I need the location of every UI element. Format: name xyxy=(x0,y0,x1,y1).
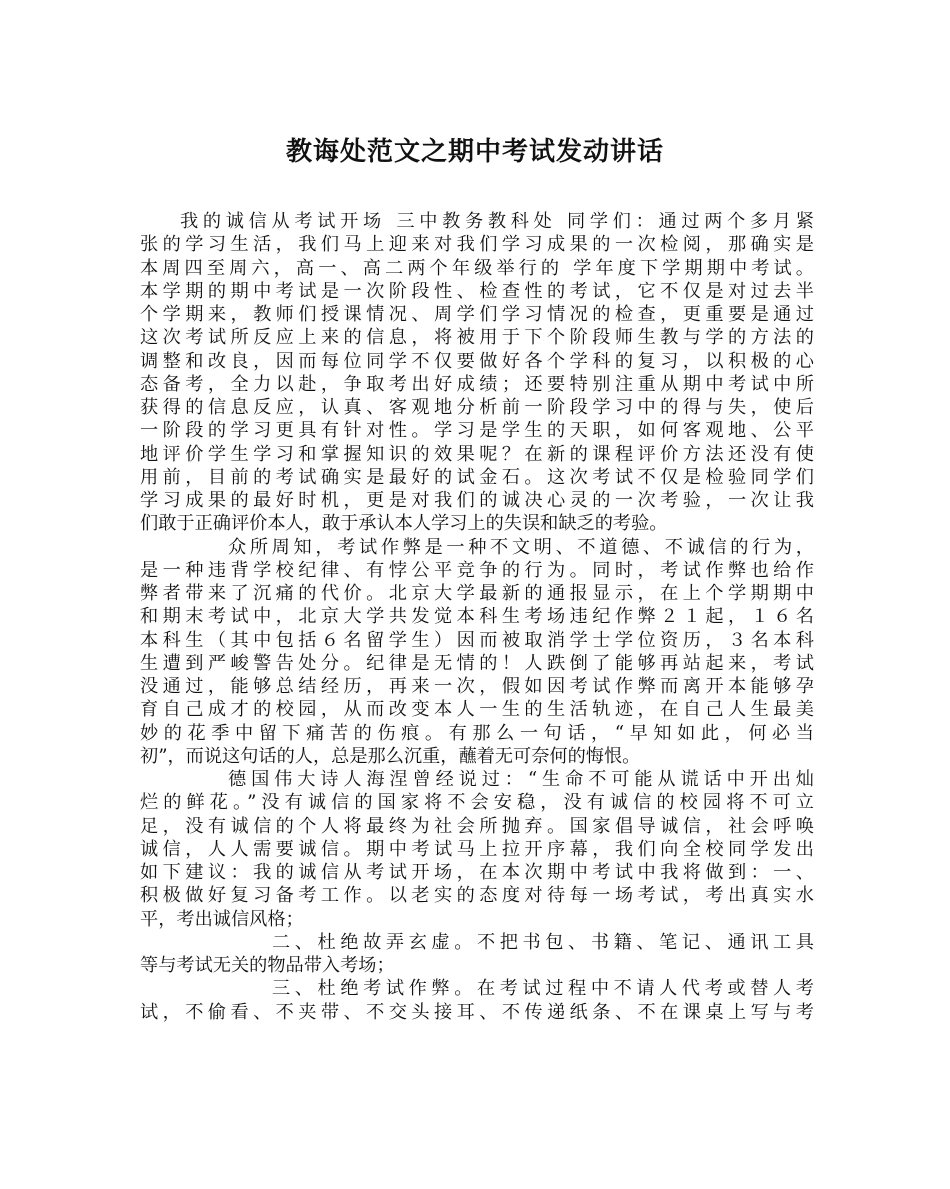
text-line: 如下建议：我的诚信从考试开场，在本次期中考试中我将做到：一、 xyxy=(140,862,814,883)
text-line: 我的诚信从考试开场 三中教务教科处 同学们：通过两个多月紧 xyxy=(180,211,814,232)
document-title: 教诲处范文之期中考试发动讲话 xyxy=(285,137,664,167)
text-line: 诚信，人人需要诚信。期中考试马上拉开序幕，我们向全校同学发出 xyxy=(140,838,814,860)
text-line: 妙的花季中留下痛苦的伤痕。有那么一句话，“早知如此，何必当 xyxy=(140,722,814,744)
text-line: 积极做好复习备考工作。以老实的态度对待每一场考试，考出真实水 xyxy=(140,885,814,907)
text-line: 三、杜绝考试作弊。在考试过程中不请人代考或替人考 xyxy=(272,978,814,1000)
text-line: 初”，而说这句话的人，总是那么沉重，蘸着无可奈何的悔恨。 xyxy=(140,745,641,767)
text-line: 个学期来，教师们授课情况、周学们学习情况的检查，更重要是通过 xyxy=(140,304,814,325)
text-line: 本周四至周六，高一、高二两个年级举行的 学年度下学期期中考试。 xyxy=(140,257,814,279)
text-line: 一阶段的学习更具有针对性。学习是学生的天职，如何客观地、公平 xyxy=(140,420,814,442)
text-line: 本学期的期中考试是一次阶段性、检查性的考试，它不仅是对过去半 xyxy=(140,280,814,302)
text-line: 德国伟大诗人海涅曾经说过：“生命不可能从谎话中开出灿 xyxy=(228,769,814,790)
text-line: 没通过，能够总结经历，再来一次，假如因考试作弊而离开本能够孕 xyxy=(140,676,814,697)
text-line: 等与考试无关的物品带入考场； xyxy=(140,955,395,976)
text-line: 生遭到严峻警告处分。纪律是无情的！人跌倒了能够再站起来，考试 xyxy=(140,652,814,674)
text-line: 试，不偷看、不夹带、不交头接耳、不传递纸条、不在课桌上写与考 xyxy=(140,1001,814,1023)
document-body xyxy=(140,210,814,1024)
text-line: 们敢于正确评价本人，敢于承认本人学习上的失误和缺乏的考验。 xyxy=(140,513,668,535)
text-line: 本科生（其中包括６名留学生）因而被取消学士学位资历，３名本科 xyxy=(140,629,814,651)
text-line: 获得的信息反应，认真、客观地分析前一阶段学习中的得与失，使后 xyxy=(140,397,814,418)
text-line: 调整和改良，因而每位同学不仅要做好各个学科的复习，以积极的心 xyxy=(140,350,814,372)
text-line: 二、杜绝故弄玄虚。不把书包、书籍、笔记、通讯工具 xyxy=(272,931,814,953)
text-line: 用前，目前的考试确实是最好的试金石。这次考试不仅是检验同学们 xyxy=(140,466,814,488)
text-line: 众所周知，考试作弊是一种不文明、不道德、不诚信的行为， xyxy=(228,536,814,558)
text-line: 态备考，全力以赴，争取考出好成绩；还要特别注重从期中考试中所 xyxy=(140,373,814,395)
text-line: 弊者带来了沉痛的代价。北京大学最新的通报显示，在上个学期期中 xyxy=(140,583,814,604)
text-line: 足，没有诚信的个人将最终为社会所抛弃。国家倡导诚信，社会呼唤 xyxy=(140,815,814,837)
text-line: 烂的鲜花。”没有诚信的国家将不会安稳，没有诚信的校园将不可立 xyxy=(140,792,814,814)
text-line: 这次考试所反应上来的信息，将被用于下个阶段师生教与学的方法的 xyxy=(140,327,814,349)
text-line: 学习成果的最好时机，更是对我们的诚决心灵的一次考验，一次让我 xyxy=(140,490,814,511)
text-line: 育自己成才的校园，从而改变本人一生的生活轨迹，在自己人生最美 xyxy=(140,699,814,721)
text-line: 地评价学生学习和掌握知识的效果呢？在新的课程评价方法还没有使 xyxy=(140,443,814,465)
text-line: 是一种违背学校纪律、有悖公平竞争的行为。同时，考试作弊也给作 xyxy=(140,559,814,581)
text-line: 张的学习生活，我们马上迎来对我们学习成果的一次检阅，那确实是 xyxy=(140,234,814,256)
text-line: 和期末考试中，北京大学共发觉本科生考场违纪作弊２１起，１６名 xyxy=(140,606,814,628)
text-line: 平，考出诚信风格； xyxy=(140,908,304,930)
